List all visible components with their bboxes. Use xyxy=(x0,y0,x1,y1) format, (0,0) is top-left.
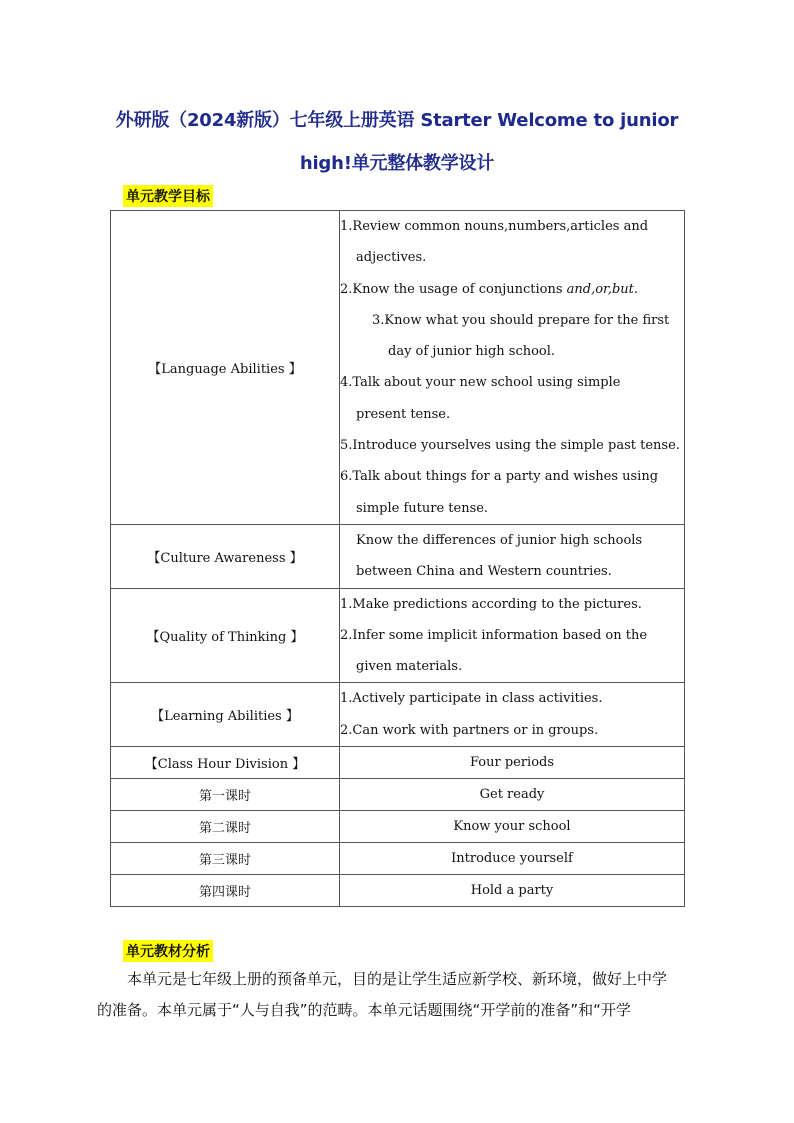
paragraph-line: 的准备。本单元属于“人与自我”的范畴。本单元话题围绕“开学前的准备”和“开学 xyxy=(97,1001,631,1019)
language-abilities-label: 【Language Abilities 】 xyxy=(111,211,340,525)
conjunctions-italic: and,or,but xyxy=(566,281,634,297)
language-abilities-content xyxy=(340,211,685,525)
objective-line: day of junior high school. xyxy=(388,344,556,360)
objective-line: 2.Know the usage of conjunctions and,or,but. xyxy=(340,281,639,297)
objective-line: 1.Actively participate in class activities. xyxy=(340,691,603,707)
learning-abilities-label: 【Learning Abilities 】 xyxy=(111,683,340,747)
objective-line: 4.Talk about your new school using simple xyxy=(340,375,621,391)
period-label: 第四课时 xyxy=(111,875,340,907)
objective-line: simple future tense. xyxy=(356,500,489,516)
objective-line: adjectives. xyxy=(356,250,427,266)
document-title-line-2: high!单元整体教学设计 xyxy=(299,153,495,174)
table-row-period xyxy=(111,843,685,875)
table-row-period xyxy=(111,875,685,907)
objective-line: Know the differences of junior high schools xyxy=(356,532,643,548)
learning-abilities-content xyxy=(340,683,685,747)
culture-awareness-content xyxy=(340,524,685,588)
objective-line: 1.Make predictions according to the pictures. xyxy=(340,596,642,612)
paragraph-line: 本单元是七年级上册的预备单元，目的是让学生适应新学校、新环境，做好上中学 xyxy=(127,970,668,988)
quality-of-thinking-content xyxy=(340,588,685,683)
document-title-line-1: 外研版（2024新版）七年级上册英语 Starter Welcome to junior xyxy=(115,110,679,131)
analysis-paragraph xyxy=(97,964,699,1026)
quality-of-thinking-label: 【Quality of Thinking 】 xyxy=(111,588,340,683)
objective-line: 2.Infer some implicit information based on the xyxy=(340,627,648,643)
class-hour-division-label: 【Class Hour Division 】 xyxy=(111,747,340,779)
objective-line: 1.Review common nouns,numbers,articles and xyxy=(340,219,649,234)
period-topic: Know your school xyxy=(340,811,685,843)
period-label: 第二课时 xyxy=(111,811,340,843)
objective-line: 5.Introduce yourselves using the simple past tense. xyxy=(340,438,680,454)
objective-line: 2.Can work with partners or in groups. xyxy=(340,722,599,738)
period-label: 第三课时 xyxy=(111,843,340,875)
section-heading-objectives: 单元教学目标 xyxy=(123,185,213,207)
objective-line: 6.Talk about things for a party and wishes using xyxy=(340,469,659,485)
table-row-period xyxy=(111,811,685,843)
objectives-table xyxy=(110,210,685,907)
class-hour-division-value: Four periods xyxy=(340,747,685,779)
objective-line: between China and Western countries. xyxy=(356,564,612,580)
table-row-culture xyxy=(111,524,685,588)
period-label: 第一课时 xyxy=(111,779,340,811)
objective-line: present tense. xyxy=(356,406,451,422)
culture-awareness-label: 【Culture Awareness 】 xyxy=(111,524,340,588)
period-topic: Get ready xyxy=(340,779,685,811)
objective-line: 3.Know what you should prepare for the first xyxy=(372,312,670,328)
table-row-class-hours xyxy=(111,747,685,779)
objective-line: given materials. xyxy=(356,659,463,675)
table-row-learning xyxy=(111,683,685,747)
period-topic: Hold a party xyxy=(340,875,685,907)
section-heading-analysis: 单元教材分析 xyxy=(123,940,213,962)
table-row-thinking xyxy=(111,588,685,683)
table-row-period xyxy=(111,779,685,811)
period-topic: Introduce yourself xyxy=(340,843,685,875)
table-row-language xyxy=(111,211,685,525)
